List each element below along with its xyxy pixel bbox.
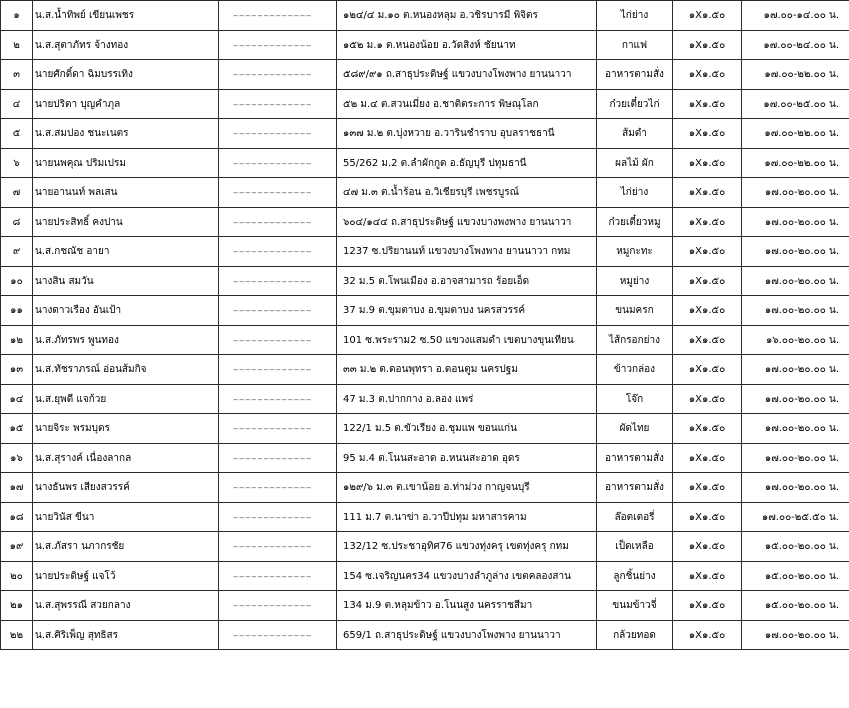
operating-hours-cell[interactable]: ๑๗.๐๐-๒๐.๐๐ น.	[742, 267, 849, 296]
row-number-cell[interactable]: ๒	[1, 31, 33, 60]
stall-size-cell[interactable]: ๑X๑.๕๐	[673, 1, 742, 31]
table-row[interactable]	[1, 1, 849, 31]
vendor-name-cell[interactable]: นายศักดิ์ดา ฉิมบรรเทิง	[33, 60, 219, 90]
vendor-address-cell[interactable]: 111 ม.7 ต.นาข่า อ.วาปีปทุม มหาสารคาม	[337, 503, 597, 532]
operating-hours-cell[interactable]: ๑๗.๐๐-๒๒.๐๐ น.	[742, 60, 849, 90]
table-row[interactable]	[1, 414, 849, 444]
row-number-cell[interactable]: ๒๑	[1, 591, 33, 621]
id-number-redacted-cell[interactable]: ‒‒‒‒‒‒‒‒‒‒‒‒‒	[219, 90, 337, 119]
operating-hours-cell[interactable]: ๑๗.๐๐-๒๐.๐๐ น.	[742, 385, 849, 414]
vendor-address-cell[interactable]: 55/262 ม.2 ต.ลำผักกูด อ.ธัญบุรี ปทุมธานี	[337, 149, 597, 178]
product-type-cell[interactable]: ก๋วยเตี๋ยวหมู	[597, 208, 673, 237]
row-number-cell[interactable]: ๘	[1, 208, 33, 237]
id-number-redacted-cell[interactable]: ‒‒‒‒‒‒‒‒‒‒‒‒‒	[219, 208, 337, 237]
product-type-cell[interactable]: ล๊อตเตอรี่	[597, 503, 673, 532]
operating-hours-cell[interactable]: ๑๗.๐๐-๒๐.๐๐ น.	[742, 473, 849, 503]
row-number-cell[interactable]: ๓	[1, 60, 33, 90]
operating-hours-cell[interactable]: ๑๗.๐๐-๒๐.๐๐ น.	[742, 444, 849, 473]
table-row[interactable]	[1, 149, 849, 178]
row-number-cell[interactable]: ๑๖	[1, 444, 33, 473]
product-type-cell[interactable]: อาหารตามสั่ง	[597, 473, 673, 503]
vendor-name-cell[interactable]: น.ส.ภัทรพร พูนทอง	[33, 326, 219, 355]
table-row[interactable]	[1, 385, 849, 414]
stall-size-cell[interactable]: ๑X๑.๕๐	[673, 621, 742, 650]
stall-size-cell[interactable]: ๑X๑.๕๐	[673, 444, 742, 473]
product-type-cell[interactable]: ผลไม้ ผัก	[597, 149, 673, 178]
table-row[interactable]	[1, 503, 849, 532]
operating-hours-cell[interactable]: ๑๗.๐๐-๒๐.๐๐ น.	[742, 208, 849, 237]
vendor-name-cell[interactable]: น.ส.สุตาภัทร จ้างทอง	[33, 31, 219, 60]
table-row[interactable]	[1, 90, 849, 119]
stall-size-cell[interactable]: ๑X๑.๕๐	[673, 208, 742, 237]
table-row[interactable]	[1, 355, 849, 385]
product-type-cell[interactable]: ส้มตำ	[597, 119, 673, 149]
vendor-address-cell[interactable]: 1237 ซ.ปริยานนท์ แขวงบางโพงพาง ยานนาวา กทม	[337, 237, 597, 267]
stall-size-cell[interactable]: ๑X๑.๕๐	[673, 149, 742, 178]
stall-size-cell[interactable]: ๑X๑.๕๐	[673, 178, 742, 208]
vendor-address-cell[interactable]: ๕๒ ม.๔ ต.สวนเมี่ยง อ.ชาติตระการ พิษณุโลก	[337, 90, 597, 119]
table-row[interactable]	[1, 621, 849, 650]
id-number-redacted-cell[interactable]: ‒‒‒‒‒‒‒‒‒‒‒‒‒	[219, 473, 337, 503]
row-number-cell[interactable]: ๑๗	[1, 473, 33, 503]
vendor-address-cell[interactable]: 122/1 ม.5 ต.ขัวเรียง อ.ชุมแพ ขอนแก่น	[337, 414, 597, 444]
id-number-redacted-cell[interactable]: ‒‒‒‒‒‒‒‒‒‒‒‒‒	[219, 414, 337, 444]
row-number-cell[interactable]: ๑๔	[1, 385, 33, 414]
operating-hours-cell[interactable]: ๑๗.๐๐-๒๕.๐๐ น.	[742, 90, 849, 119]
row-number-cell[interactable]: ๑๐	[1, 267, 33, 296]
operating-hours-cell[interactable]: ๑๗.๐๐-๒๒.๐๐ น.	[742, 119, 849, 149]
vendor-name-cell[interactable]: น.ส.ศิริเพ็ญ สุทธิสร	[33, 621, 219, 650]
table-row[interactable]	[1, 60, 849, 90]
vendor-name-cell[interactable]: น.ส.ทัชราภรณ์ อ่อนส้มกิจ	[33, 355, 219, 385]
vendor-address-cell[interactable]: ๖๐๔/๑๔๔ ถ.สาธุประดิษฐ์ แขวงบางพงพาง ยานนาวา	[337, 208, 597, 237]
operating-hours-cell[interactable]: ๑๕.๐๐-๒๐.๐๐ น.	[742, 532, 849, 562]
product-type-cell[interactable]: ไส้กรอกย่าง	[597, 326, 673, 355]
row-number-cell[interactable]: ๑๕	[1, 414, 33, 444]
stall-size-cell[interactable]: ๑X๑.๕๐	[673, 385, 742, 414]
id-number-redacted-cell[interactable]: ‒‒‒‒‒‒‒‒‒‒‒‒‒	[219, 31, 337, 60]
id-number-redacted-cell[interactable]: ‒‒‒‒‒‒‒‒‒‒‒‒‒	[219, 326, 337, 355]
row-number-cell[interactable]: ๙	[1, 237, 33, 267]
vendor-address-cell[interactable]: ๕๘๙/๙๑ ถ.สาธุประดิษฐ์ แขวงบางโพงพาง ยานนาวา	[337, 60, 597, 90]
id-number-redacted-cell[interactable]: ‒‒‒‒‒‒‒‒‒‒‒‒‒	[219, 503, 337, 532]
operating-hours-cell[interactable]: ๑๗.๐๐-๒๐.๐๐ น.	[742, 237, 849, 267]
vendor-name-cell[interactable]: นายประดิษฐ์ แจโว้	[33, 562, 219, 591]
vendor-name-cell[interactable]: นายอานนท์ พลเสน	[33, 178, 219, 208]
vendor-name-cell[interactable]: น.ส.ภัสรา นภากรชัย	[33, 532, 219, 562]
vendor-address-cell[interactable]: 37 ม.9 ต.ขุมตาบง อ.ขุมตาบง นครสวรรค์	[337, 296, 597, 326]
table-row[interactable]	[1, 562, 849, 591]
vendor-address-cell[interactable]: 95 ม.4 ต.โนนสะอาด อ.หนนสะอาด อุดร	[337, 444, 597, 473]
vendor-address-cell[interactable]: 659/1 ถ.สาธุประดิษฐ์ แขวงบางโพงพาง ยานนาวา	[337, 621, 597, 650]
vendor-name-cell[interactable]: น.ส.กชณัช อายา	[33, 237, 219, 267]
table-row[interactable]	[1, 208, 849, 237]
operating-hours-cell[interactable]: ๑๗.๐๐-๑๔.๐๐ น.	[742, 1, 849, 31]
table-row[interactable]	[1, 267, 849, 296]
product-type-cell[interactable]: ข้าวกล่อง	[597, 355, 673, 385]
stall-size-cell[interactable]: ๑X๑.๕๐	[673, 503, 742, 532]
vendor-address-cell[interactable]: ๓๓ ม.๒ ต.ดอนพุทรา อ.ดอนตูม นครปฐม	[337, 355, 597, 385]
id-number-redacted-cell[interactable]: ‒‒‒‒‒‒‒‒‒‒‒‒‒	[219, 621, 337, 650]
stall-size-cell[interactable]: ๑X๑.๕๐	[673, 473, 742, 503]
stall-size-cell[interactable]: ๑X๑.๕๐	[673, 414, 742, 444]
stall-size-cell[interactable]: ๑X๑.๕๐	[673, 562, 742, 591]
id-number-redacted-cell[interactable]: ‒‒‒‒‒‒‒‒‒‒‒‒‒	[219, 149, 337, 178]
product-type-cell[interactable]: อาหารตามสั่ง	[597, 60, 673, 90]
vendor-address-cell[interactable]: 132/12 ซ.ประชาอุทิศ76 แขวงทุ่งครุ เขตทุ่งครุ กทม	[337, 532, 597, 562]
product-type-cell[interactable]: ขนมครก	[597, 296, 673, 326]
row-number-cell[interactable]: ๗	[1, 178, 33, 208]
vendor-name-cell[interactable]: น.ส.ยุพดี แจก้วย	[33, 385, 219, 414]
product-type-cell[interactable]: โจ๊ก	[597, 385, 673, 414]
table-row[interactable]	[1, 591, 849, 621]
operating-hours-cell[interactable]: ๑๕.๐๐-๒๐.๐๐ น.	[742, 591, 849, 621]
operating-hours-cell[interactable]: ๑๗.๐๐-๒๕.๕๐ น.	[742, 503, 849, 532]
vendor-name-cell[interactable]: นายจิระ พรมบุตร	[33, 414, 219, 444]
vendor-name-cell[interactable]: นายนพคุณ ปริมเปรม	[33, 149, 219, 178]
stall-size-cell[interactable]: ๑X๑.๕๐	[673, 31, 742, 60]
vendor-name-cell[interactable]: นางดาวเรือง อันเป้า	[33, 296, 219, 326]
table-row[interactable]	[1, 119, 849, 149]
vendor-name-cell[interactable]: น.ส.สุพรรณี สวยกลาง	[33, 591, 219, 621]
id-number-redacted-cell[interactable]: ‒‒‒‒‒‒‒‒‒‒‒‒‒	[219, 237, 337, 267]
table-row[interactable]	[1, 444, 849, 473]
stall-size-cell[interactable]: ๑X๑.๕๐	[673, 532, 742, 562]
vendor-name-cell[interactable]: นางสิน สมวัน	[33, 267, 219, 296]
vendor-address-cell[interactable]: ๑๒๙/๖ ม.๓ ต.เขาน้อย อ.ท่าม่วง กาญจนบุรี	[337, 473, 597, 503]
vendor-name-cell[interactable]: นายประสิทธิ์ คงปาน	[33, 208, 219, 237]
operating-hours-cell[interactable]: ๑๗.๐๐-๒๔.๐๐ น.	[742, 31, 849, 60]
table-row[interactable]	[1, 473, 849, 503]
row-number-cell[interactable]: ๔	[1, 90, 33, 119]
stall-size-cell[interactable]: ๑X๑.๕๐	[673, 296, 742, 326]
id-number-redacted-cell[interactable]: ‒‒‒‒‒‒‒‒‒‒‒‒‒	[219, 444, 337, 473]
operating-hours-cell[interactable]: ๑๖.๐๐-๒๐.๐๐ น.	[742, 326, 849, 355]
vendor-address-cell[interactable]: 47 ม.3 ต.ปากกาง อ.ลอง แพร่	[337, 385, 597, 414]
id-number-redacted-cell[interactable]: ‒‒‒‒‒‒‒‒‒‒‒‒‒	[219, 178, 337, 208]
operating-hours-cell[interactable]: ๑๗.๐๐-๒๒.๐๐ น.	[742, 149, 849, 178]
row-number-cell[interactable]: ๑๒	[1, 326, 33, 355]
stall-size-cell[interactable]: ๑X๑.๕๐	[673, 355, 742, 385]
product-type-cell[interactable]: ลูกชิ้นย่าง	[597, 562, 673, 591]
stall-size-cell[interactable]: ๑X๑.๕๐	[673, 326, 742, 355]
id-number-redacted-cell[interactable]: ‒‒‒‒‒‒‒‒‒‒‒‒‒	[219, 119, 337, 149]
row-number-cell[interactable]: ๑	[1, 1, 33, 31]
id-number-redacted-cell[interactable]: ‒‒‒‒‒‒‒‒‒‒‒‒‒	[219, 267, 337, 296]
product-type-cell[interactable]: อาหารตามสั่ง	[597, 444, 673, 473]
vendor-address-cell[interactable]: ๑๒๔/๔ ม.๑๐ ต.หนองหลุม อ.วชิรบารมี พิจิตร	[337, 1, 597, 31]
stall-size-cell[interactable]: ๑X๑.๕๐	[673, 237, 742, 267]
vendor-address-cell[interactable]: 32 ม.5 ต.โพนเมือง อ.อาจสามารถ ร้อยเอ็ด	[337, 267, 597, 296]
vendor-name-cell[interactable]: น.ส.สุรางค์ เนื่องลากล	[33, 444, 219, 473]
operating-hours-cell[interactable]: ๑๗.๐๐-๒๐.๐๐ น.	[742, 296, 849, 326]
row-number-cell[interactable]: ๑๓	[1, 355, 33, 385]
id-number-redacted-cell[interactable]: ‒‒‒‒‒‒‒‒‒‒‒‒‒	[219, 355, 337, 385]
vendor-address-cell[interactable]: ๑๕๒ ม.๑ ต.หนองน้อย อ.วัดสิงห์ ชัยนาท	[337, 31, 597, 60]
vendor-name-cell[interactable]: นางธันพร เสียงสวรรค์	[33, 473, 219, 503]
row-number-cell[interactable]: ๑๘	[1, 503, 33, 532]
vendor-address-cell[interactable]: 101 ซ.พระราม2 ซ.50 แขวงแสมดำ เขตบางขุนเทียน	[337, 326, 597, 355]
product-type-cell[interactable]: เป็ดเหลือ	[597, 532, 673, 562]
id-number-redacted-cell[interactable]: ‒‒‒‒‒‒‒‒‒‒‒‒‒	[219, 296, 337, 326]
table-row[interactable]	[1, 532, 849, 562]
table-row[interactable]	[1, 178, 849, 208]
vendor-address-cell[interactable]: 134 ม.9 ต.หลุมข้าว อ.โนนสูง นครราชสีมา	[337, 591, 597, 621]
operating-hours-cell[interactable]: ๑๗.๐๐-๒๐.๐๐ น.	[742, 621, 849, 650]
product-type-cell[interactable]: ก๋วยเตี๋ยวไก่	[597, 90, 673, 119]
vendor-name-cell[interactable]: น.ส.สมปอง ชนะเนตร	[33, 119, 219, 149]
operating-hours-cell[interactable]: ๑๗.๐๐-๒๐.๐๐ น.	[742, 355, 849, 385]
product-type-cell[interactable]: ขนมข้าวจี่	[597, 591, 673, 621]
product-type-cell[interactable]: ไก่ย่าง	[597, 1, 673, 31]
vendor-name-cell[interactable]: นายวินัส ขีนา	[33, 503, 219, 532]
row-number-cell[interactable]: ๒๒	[1, 621, 33, 650]
product-type-cell[interactable]: ไก่ย่าง	[597, 178, 673, 208]
id-number-redacted-cell[interactable]: ‒‒‒‒‒‒‒‒‒‒‒‒‒	[219, 532, 337, 562]
stall-size-cell[interactable]: ๑X๑.๕๐	[673, 119, 742, 149]
product-type-cell[interactable]: หมูกะทะ	[597, 237, 673, 267]
id-number-redacted-cell[interactable]: ‒‒‒‒‒‒‒‒‒‒‒‒‒	[219, 591, 337, 621]
id-number-redacted-cell[interactable]: ‒‒‒‒‒‒‒‒‒‒‒‒‒	[219, 562, 337, 591]
operating-hours-cell[interactable]: ๑๗.๐๐-๒๐.๐๐ น.	[742, 414, 849, 444]
vendor-address-cell[interactable]: ๑๓๗ ม.๒ ต.บุ่งหวาย อ.วารินชำราบ อุบลราชธานี	[337, 119, 597, 149]
product-type-cell[interactable]: ผัดไทย	[597, 414, 673, 444]
operating-hours-cell[interactable]: ๑๗.๐๐-๒๐.๐๐ น.	[742, 178, 849, 208]
vendor-name-cell[interactable]: นายปริตา บุญคำภุล	[33, 90, 219, 119]
product-type-cell[interactable]: กล้วยทอด	[597, 621, 673, 650]
table-row[interactable]	[1, 31, 849, 60]
stall-size-cell[interactable]: ๑X๑.๕๐	[673, 591, 742, 621]
id-number-redacted-cell[interactable]: ‒‒‒‒‒‒‒‒‒‒‒‒‒	[219, 60, 337, 90]
operating-hours-cell[interactable]: ๑๕.๐๐-๒๐.๐๐ น.	[742, 562, 849, 591]
vendor-rows	[1, 1, 849, 650]
row-number-cell[interactable]: ๑๑	[1, 296, 33, 326]
product-type-cell[interactable]: กาแฟ	[597, 31, 673, 60]
vendor-address-cell[interactable]: ๔๗ ม.๓ ต.น้ำร้อน อ.วิเชียรบุรี เพชรบูรณ์	[337, 178, 597, 208]
table-row[interactable]	[1, 237, 849, 267]
row-number-cell[interactable]: ๕	[1, 119, 33, 149]
stall-size-cell[interactable]: ๑X๑.๕๐	[673, 267, 742, 296]
vendor-address-cell[interactable]: 154 ซ.เจริญนคร34 แขวงบางลำภูล่าง เขตคลองสาน	[337, 562, 597, 591]
id-number-redacted-cell[interactable]: ‒‒‒‒‒‒‒‒‒‒‒‒‒	[219, 385, 337, 414]
row-number-cell[interactable]: ๑๙	[1, 532, 33, 562]
id-number-redacted-cell[interactable]: ‒‒‒‒‒‒‒‒‒‒‒‒‒	[219, 1, 337, 31]
table-row[interactable]	[1, 296, 849, 326]
stall-size-cell[interactable]: ๑X๑.๕๐	[673, 60, 742, 90]
table-row[interactable]	[1, 326, 849, 355]
stall-size-cell[interactable]: ๑X๑.๕๐	[673, 90, 742, 119]
row-number-cell[interactable]: ๖	[1, 149, 33, 178]
row-number-cell[interactable]: ๒๐	[1, 562, 33, 591]
product-type-cell[interactable]: หมูย่าง	[597, 267, 673, 296]
vendor-name-cell[interactable]: น.ส.น้ำทิพย์ เขียนเพชร	[33, 1, 219, 31]
